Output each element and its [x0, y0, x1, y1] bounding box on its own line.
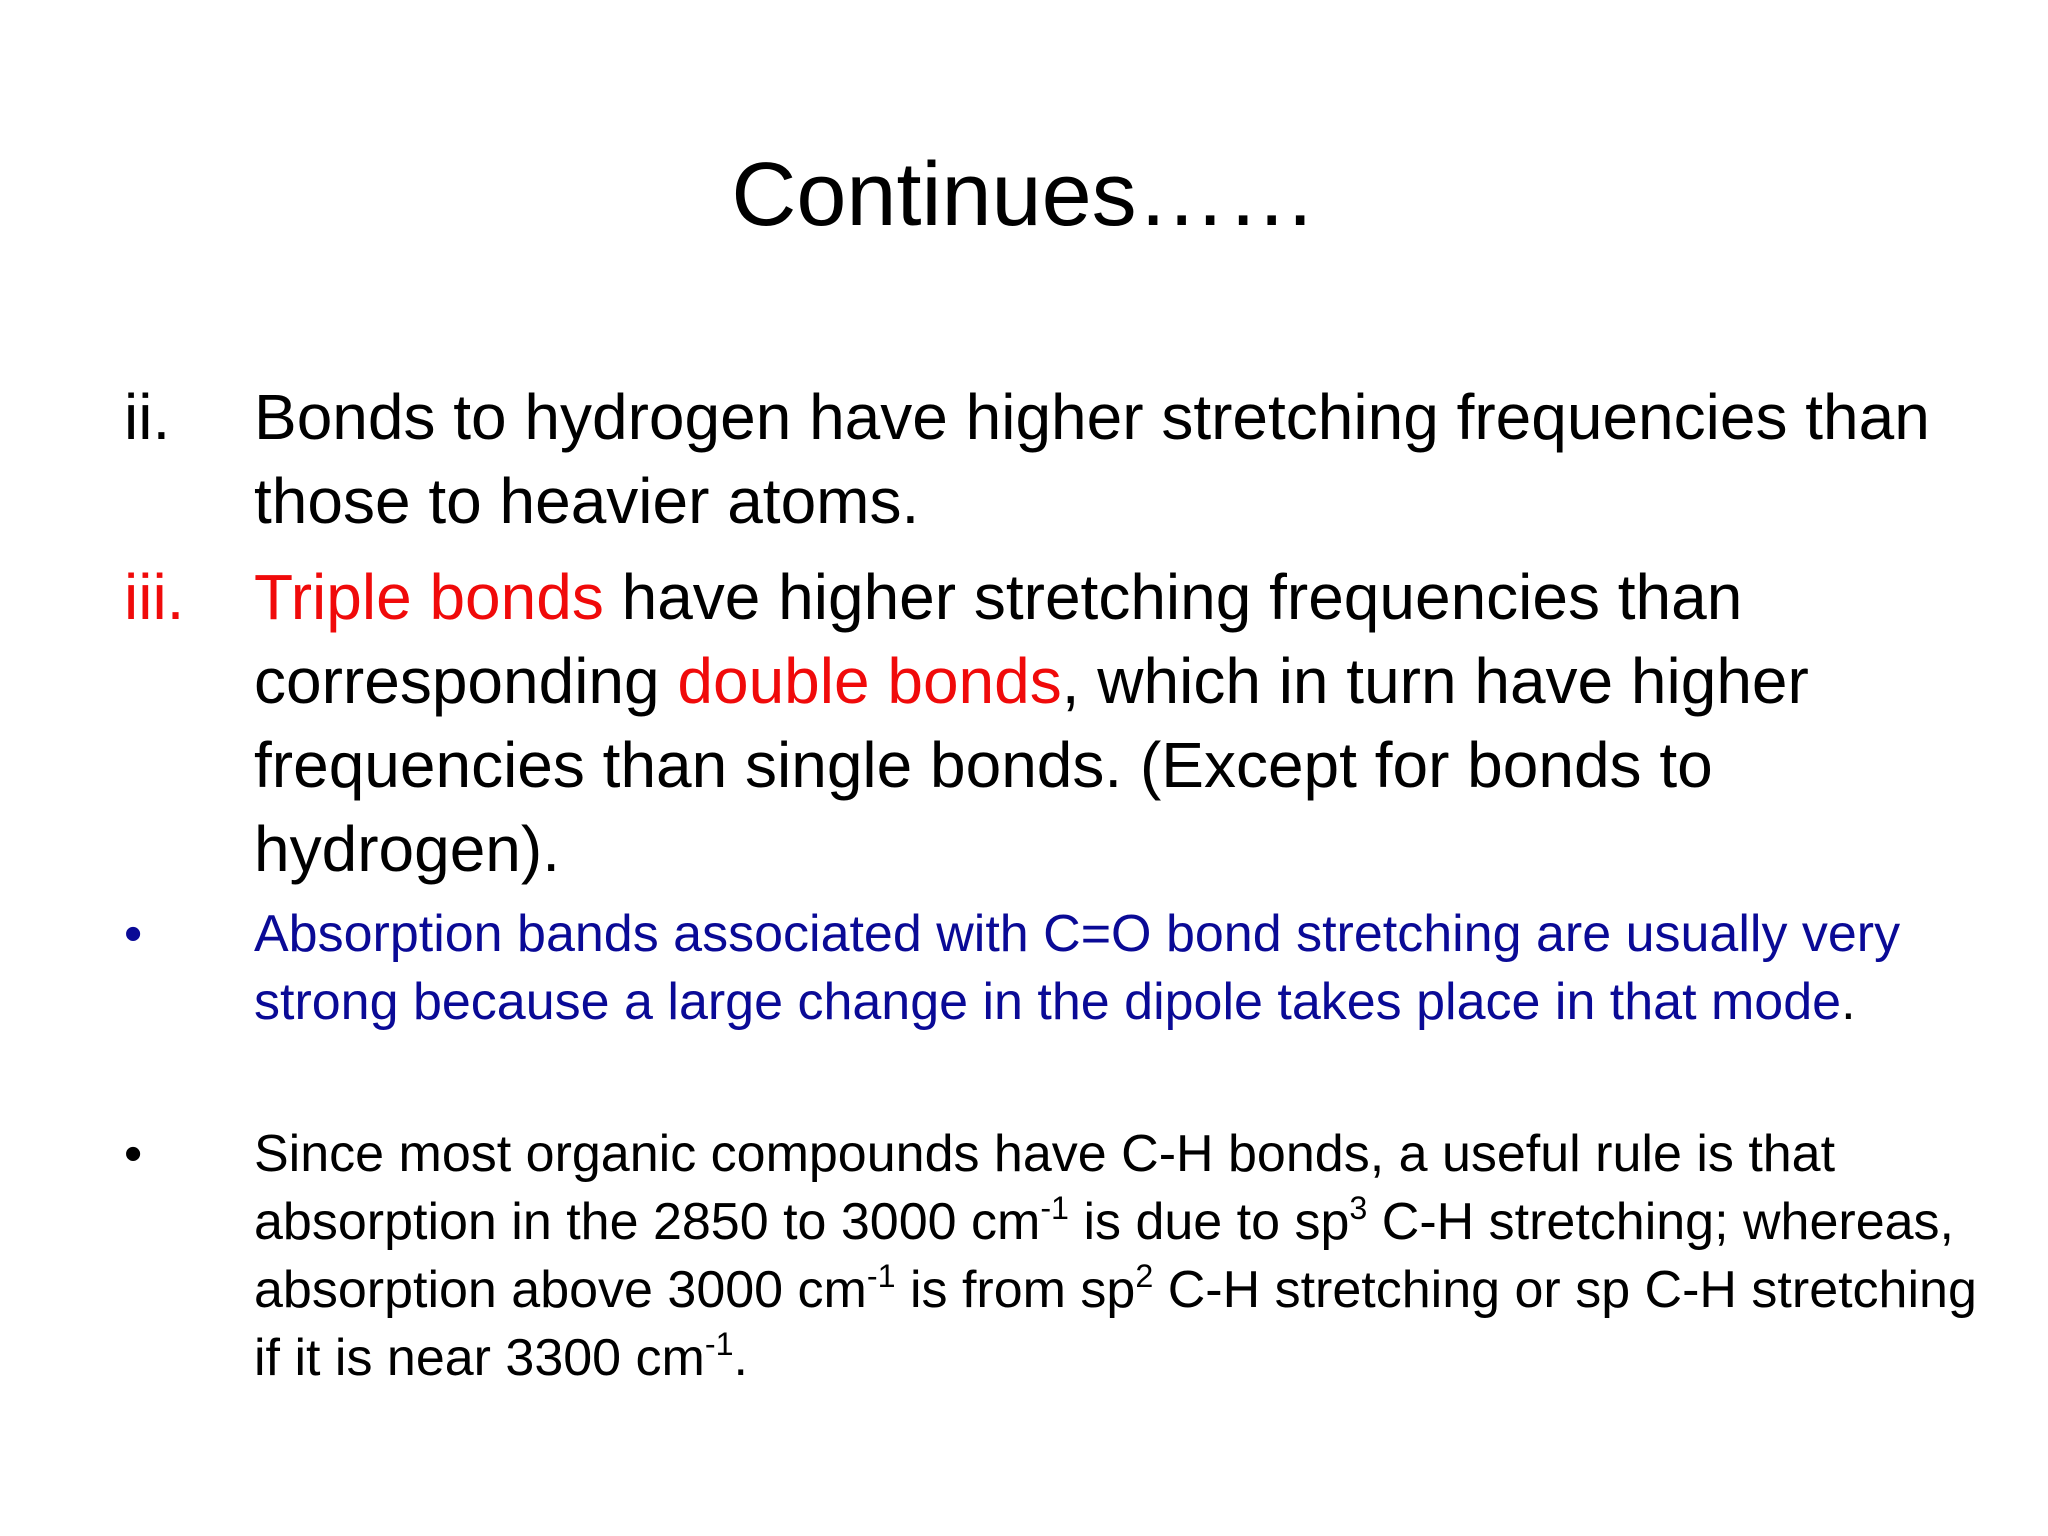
- list-item-text: [254, 1120, 2014, 1392]
- text-segment: , which in turn have higher frequencies than single bonds. (Except for bonds to hydrogen).: [254, 645, 1809, 885]
- text-segment: Absorption bands associated with C=O bond stretching are usually very strong because a large change in the dipole takes place in that mode: [254, 905, 1901, 1031]
- list-item-text: Bonds to hydrogen have higher stretching frequencies than those to heavier atoms.: [254, 381, 1930, 537]
- highlight-double-bonds: double bonds: [677, 645, 1062, 717]
- text-segment: .: [733, 1329, 748, 1387]
- highlight-triple-bonds: Triple bonds: [254, 561, 604, 633]
- list-marker-iii: iii.: [124, 561, 185, 633]
- text-segment: .: [1841, 973, 1856, 1031]
- text-segment: C-H stretching or sp C-H stretching if it is near 3300 cm: [254, 1261, 1977, 1387]
- superscript: 3: [1349, 1190, 1368, 1227]
- text-segment: is from sp: [895, 1261, 1136, 1319]
- text-segment: C-H stretching; whereas, absorption above 3000 cm: [254, 1193, 1954, 1319]
- bullet-icon: •: [124, 905, 143, 963]
- list-item-text: [254, 555, 2014, 891]
- text-segment: is due to sp: [1069, 1193, 1350, 1251]
- text-segment: Since most organic compounds have C-H bonds, a useful rule is that absorption in the 2850 to 3000 cm: [254, 1125, 1836, 1251]
- bullet-icon: •: [124, 1125, 143, 1183]
- superscript: -1: [866, 1258, 896, 1295]
- slide-title: Continues……: [731, 145, 1317, 245]
- list-item-text: [254, 900, 2014, 1036]
- superscript: -1: [1040, 1190, 1069, 1227]
- superscript: -1: [704, 1326, 734, 1363]
- superscript: 2: [1135, 1258, 1154, 1295]
- list-marker-ii: ii.: [124, 381, 171, 453]
- text-segment: have higher stretching frequencies than corresponding: [254, 561, 1743, 717]
